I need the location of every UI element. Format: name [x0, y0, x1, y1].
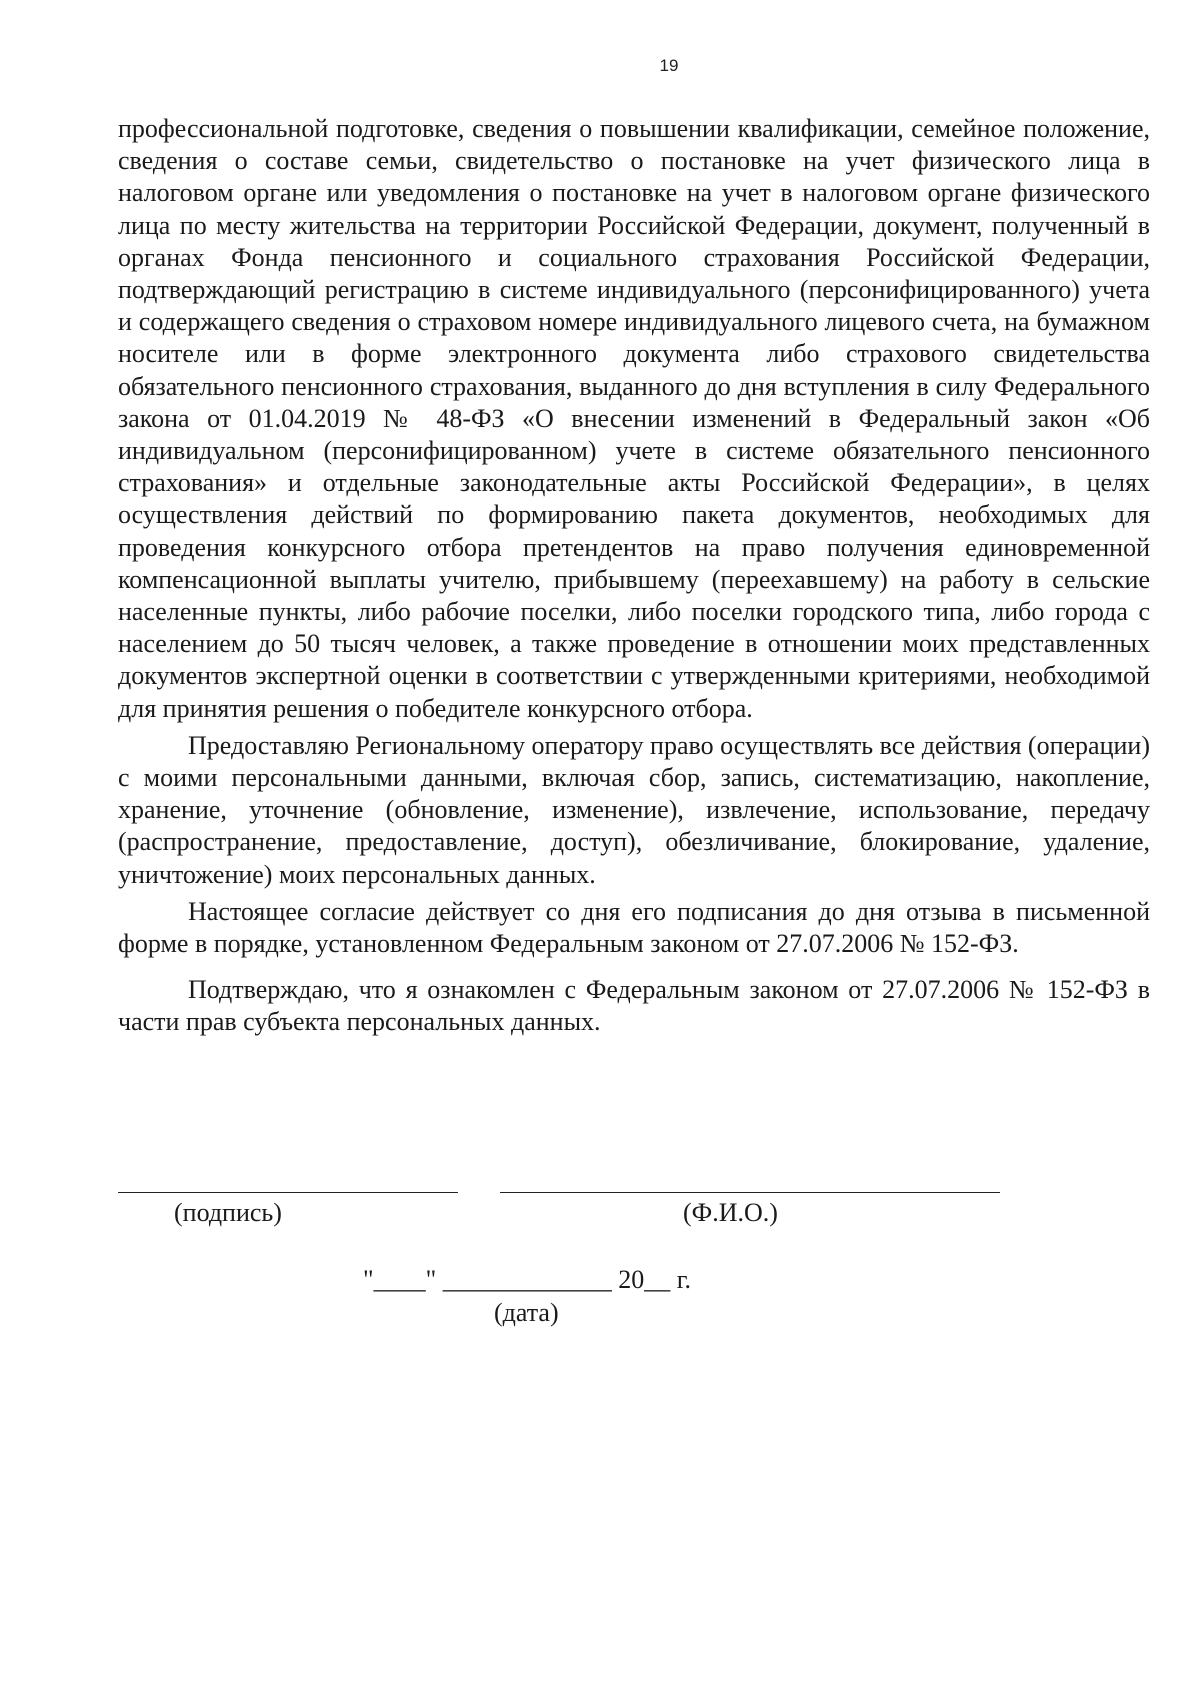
full-name-caption: (Ф.И.О.) [683, 1198, 778, 1227]
paragraph-acknowledgement: Подтверждаю, что я ознакомлен с Федеральным законом от 27.07.2006 № 152-ФЗ в части прав субъекта персональных данных. [118, 975, 1150, 1037]
date-caption: (дата) [494, 1298, 559, 1327]
signature-line [118, 1192, 458, 1193]
paragraph-operator-rights: Предоставляю Региональному оператору право осуществлять все действия (операции) с моими персональными данными, включая сбор, запись, систематизацию, накопление, хранение, уточнение (обновление, изменение), извлечение, использование, передачу (распространение, предоставление, доступ), обезличивание, блокирование, удаление, уничтожение) моих персональных данных. [118, 730, 1150, 889]
signature-caption: (подпись) [174, 1198, 282, 1227]
paragraph-consent-purpose: профессиональной подготовке, сведения о повышении квалификации, семейное положение, сведения о составе семьи, свидетельство о постановке на учет физического лица в налоговом органе или уведомления о постановке на учет в налоговом органе физического лица по месту жительства на территории Российской Федерации, документ, полученный в органах Фонда пенсионного и социального страхования Российской Федерации, подтверждающий регистрацию в системе индивидуального (персонифицированного) учета и содержащего сведения о страховом номере индивидуального лицевого счета, на бумажном носителе или в форме электронного документа либо страхового свидетельства обязательного пенсионного страхования, выданного до дня вступления в силу Федерального закона от 01.04.2019 № 48-ФЗ «О внесении изменений в Федеральный закон «Об индивидуальном (персонифицированном) учете в системе обязательного пенсионного страхования» и отдельные законодательные акты Российской Федерации», в целях осуществления действий по формированию пакета документов, необходимых для проведения конкурсного отбора претендентов на право получения единовременной компенсационной выплаты учителю, прибывшему (переехавшему) на работу в сельские населенные пункты, либо рабочие поселки, либо поселки городского типа, либо города с населением до 50 тысяч человек, а также проведение в отношении моих представленных документов экспертной оценки в соответствии с утвержденными критериями, необходимой для принятия решения о победителе конкурсного отбора. [118, 114, 1150, 723]
full-name-line [500, 1192, 1000, 1193]
page-number: 19 [659, 56, 679, 75]
date-line: "____" _____________ 20__ г. [363, 1265, 691, 1294]
paragraph-consent-validity: Настоящее согласие действует со дня его подписания до дня отзыва в письменной форме в порядке, установленном Федеральным законом от 27.07.2006 № 152-ФЗ. [118, 896, 1150, 959]
document-body [118, 113, 1150, 1039]
